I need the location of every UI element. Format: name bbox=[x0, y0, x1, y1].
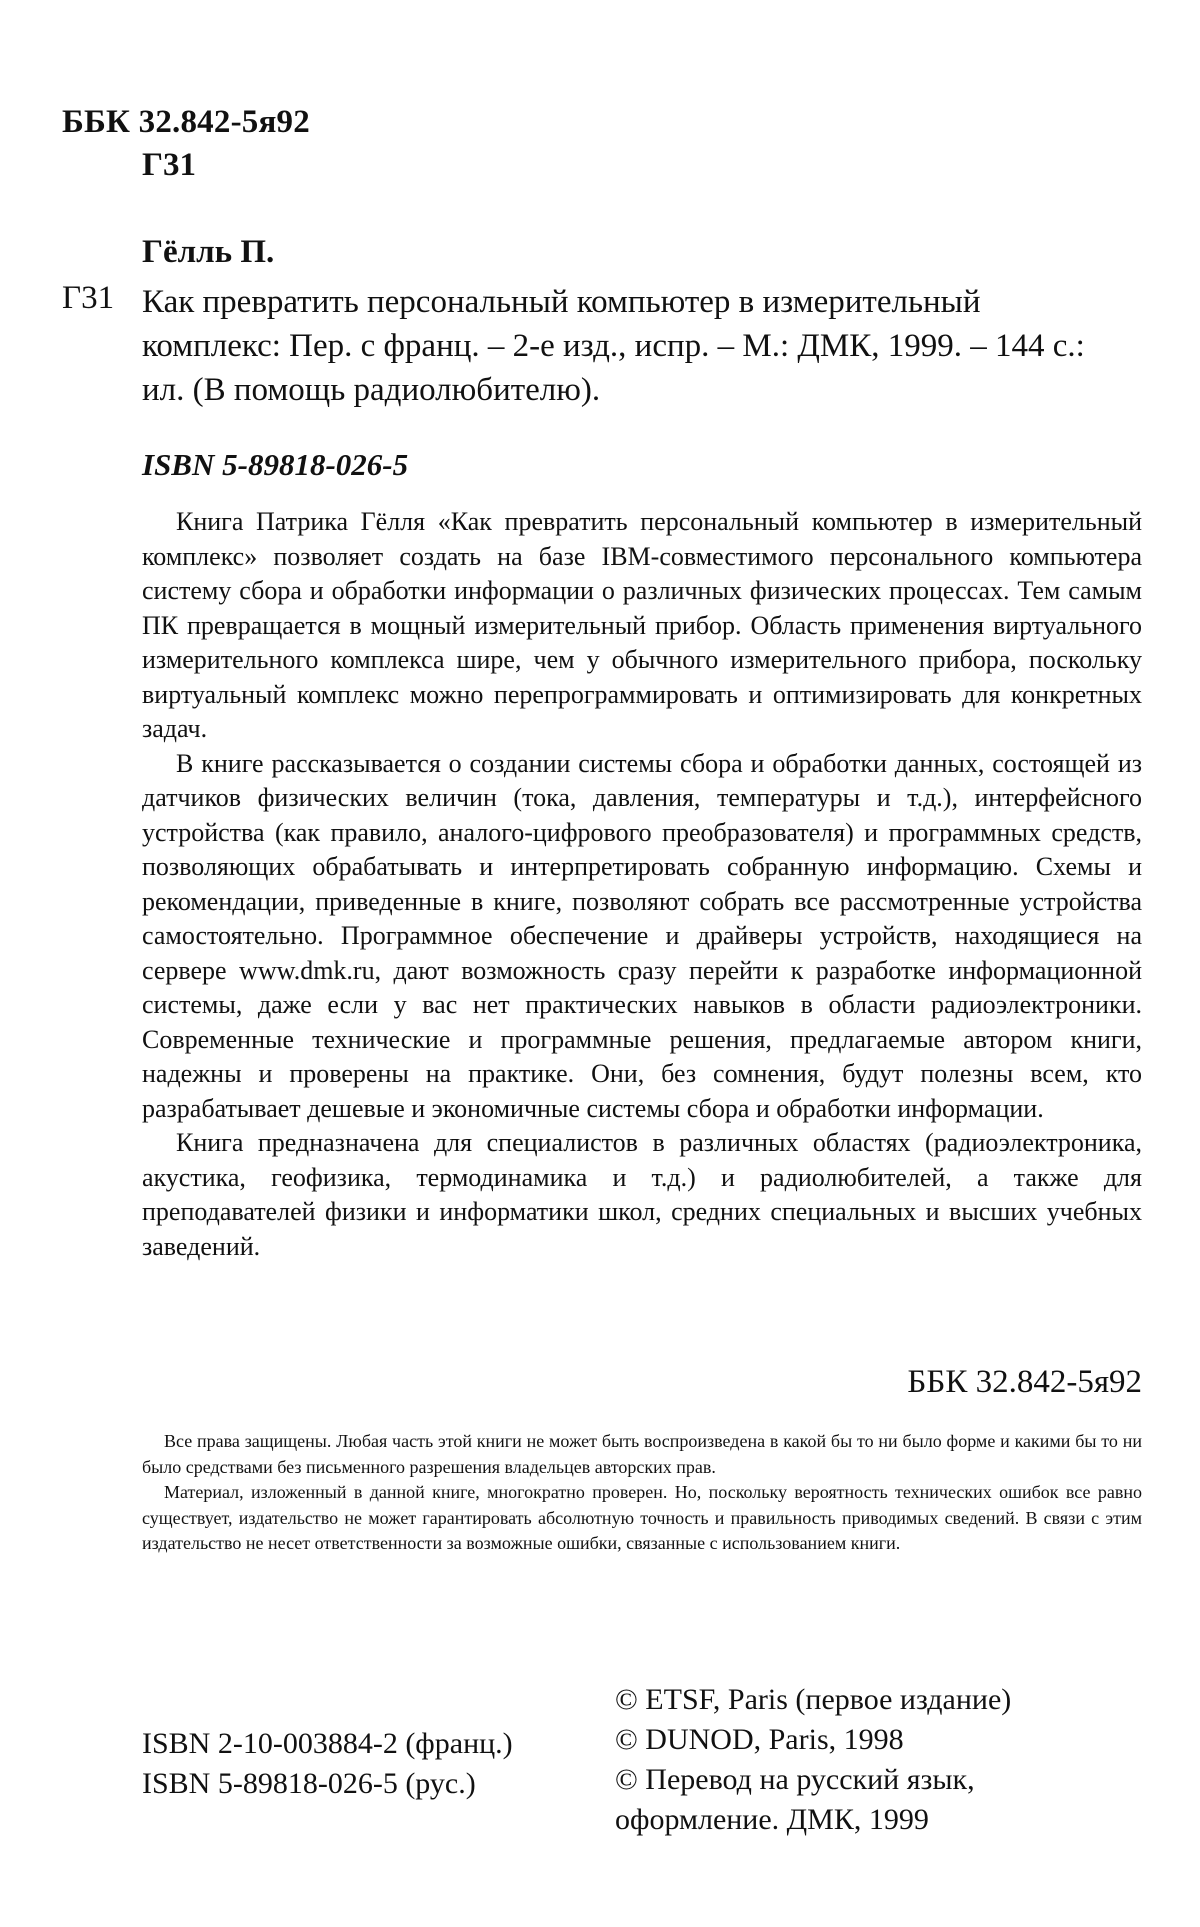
catalog-entry-mark: Г31 bbox=[62, 280, 115, 316]
rights-paragraph: Все права защищены. Любая часть этой книги не может быть воспроизведена в какой бы то ни было форме и какими бы то ни было средствами без письменного разрешения владельцев авторских прав. bbox=[142, 1431, 1142, 1477]
copyright-line: © Перевод на русский язык, bbox=[615, 1763, 975, 1796]
copyright-list bbox=[615, 1680, 1011, 1840]
book-abstract bbox=[142, 505, 1142, 1264]
abstract-paragraph: Книга предназначена для специалистов в различных областях (радиоэлектроника, акустика, геофизика, термодинамика и т.д.) и радиолюбителей, а также для преподавателей физики и информатики школ, средних специальных и высших учебных заведений. bbox=[142, 1128, 1142, 1261]
abstract-paragraph: Книга Патрика Гёлля «Как превратить персональный компьютер в измерительный комплекс» позволяет создать на базе IBM-совместимого персонального компьютера систему сбора и обработки информации о различных физических процессах. Тем самым ПК превращается в мощный измерительный прибор. Область применения виртуального измерительного комплекса шире, чем у обычного измерительного прибора, поскольку виртуальный комплекс можно перепрограммировать и оптимизировать для конкретных задач. bbox=[142, 507, 1142, 743]
isbn-main: ISBN 5-89818-026-5 bbox=[142, 447, 409, 482]
bibliographic-description: Как превратить персональный компьютер в измерительный комплекс: Пер. с франц. – 2-е изд., испр. – М.: ДМК, 1999. – 144 с.: ил. (В помощь радиолюбителю). bbox=[142, 284, 1085, 408]
author-mark: Г31 bbox=[142, 147, 196, 183]
author-name: Гёлль П. bbox=[142, 234, 275, 270]
rights-paragraph: Материал, изложенный в данной книге, многократно проверен. Но, поскольку вероятность технических ошибок все равно существует, издательство не может гарантировать абсолютную точность и правильность приводимых сведений. В связи с этим издательство не несет ответственности за возможные ошибки, связанные с использованием книги. bbox=[142, 1482, 1142, 1553]
bbk-classification-code: ББК 32.842-5я92 bbox=[62, 104, 310, 140]
rights-notice bbox=[142, 1429, 1142, 1557]
abstract-paragraph: В книге рассказывается о создании системы сбора и обработки данных, состоящей из датчиков физических величин (тока, давления, температуры и т.д.), интерфейсного устройства (как правило, аналого-цифрового преобразователя) и программных средств, позволяющих обрабатывать и интерпретировать собранную информацию. Схемы и рекомендации, приведенные в книге, позволяют собрать все рассмотренные устройства самостоятельно. Программное обеспечение и драйверы устройств, находящиеся на сервере www.dmk.ru, дают возможность сразу перейти к разработке информационной системы, даже если у вас нет практических навыков в области радиоэлектроники. Современные технические и программные решения, предлагаемые автором книги, надежны и проверены на практике. Они, без сомнения, будут полезны всем, кто разрабатывает дешевые и экономичные системы сбора и обработки информации. bbox=[142, 748, 1142, 1123]
isbn-russian: ISBN 5-89818-026-5 (рус.) bbox=[142, 1767, 476, 1800]
bbk-code-right: ББК 32.842-5я92 bbox=[907, 1364, 1142, 1400]
copyright-line: © ETSF, Paris (первое издание) bbox=[615, 1683, 1012, 1716]
isbn-french: ISBN 2-10-003884-2 (франц.) bbox=[142, 1727, 513, 1760]
copyright-line: оформление. ДМК, 1999 bbox=[615, 1803, 929, 1836]
isbn-list bbox=[142, 1724, 513, 1804]
copyright-line: © DUNOD, Paris, 1998 bbox=[615, 1723, 904, 1756]
